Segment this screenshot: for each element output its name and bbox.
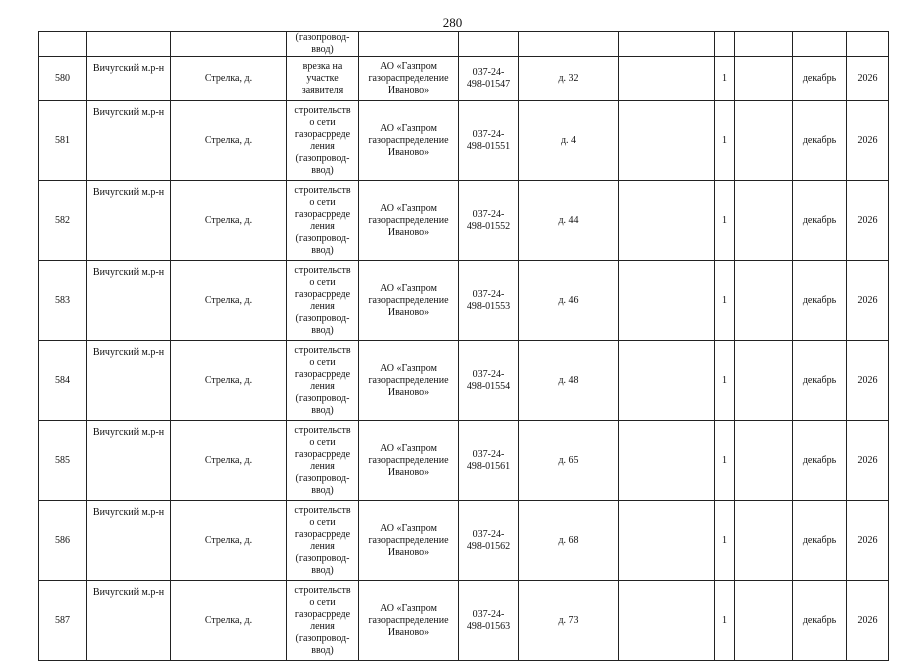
cell-col9: [735, 101, 793, 181]
year: 2026: [857, 214, 878, 226]
code-line: 037-24-: [472, 448, 505, 460]
cell-col9: [735, 181, 793, 261]
work-type-line: ления: [310, 300, 335, 312]
cell-qty: [715, 181, 735, 261]
cell-code: [459, 581, 519, 661]
organization-line: АО «Газпром: [380, 442, 437, 454]
code-line: 037-24-: [472, 208, 505, 220]
cell-work-type: [287, 261, 359, 341]
cell-address: [519, 581, 619, 661]
year: 2026: [857, 534, 878, 546]
row-number: 583: [55, 294, 70, 306]
code-line: 498-01552: [466, 220, 511, 232]
code-line: 037-24-: [472, 66, 505, 78]
work-type-line: (газопровод-: [295, 392, 350, 404]
month: декабрь: [802, 294, 837, 306]
cell-work-type: [287, 581, 359, 661]
quantity: 1: [722, 374, 727, 386]
cell-year: [847, 261, 889, 341]
month: декабрь: [802, 72, 837, 84]
cell-month: [793, 261, 847, 341]
work-type-line: о сети: [309, 596, 336, 608]
work-type-line: строительств: [294, 264, 351, 276]
district-name: Вичугский м.р-н: [92, 107, 165, 118]
address: д. 32: [558, 72, 579, 84]
cell-col9: [735, 421, 793, 501]
table-row: [39, 581, 889, 661]
work-type-line: участке: [306, 72, 339, 84]
cell-col9: [735, 57, 793, 101]
work-type-line: ления: [310, 460, 335, 472]
quantity: 1: [722, 134, 727, 146]
organization-line: АО «Газпром: [380, 522, 437, 534]
address: д. 4: [560, 134, 577, 146]
cell-code: [459, 32, 519, 57]
work-type-line: газорасpреде: [294, 208, 351, 220]
row-number: 581: [55, 134, 70, 146]
cell-address: [519, 341, 619, 421]
cell-settlement: [171, 32, 287, 57]
work-type-line: (газопровод-: [295, 232, 350, 244]
cell-month: [793, 501, 847, 581]
cell-district: [87, 421, 171, 501]
row-number: 580: [55, 72, 70, 84]
code-line: 498-01553: [466, 300, 511, 312]
organization-line: газораспределение: [368, 374, 449, 386]
cell-address: [519, 421, 619, 501]
table-row: [39, 57, 889, 101]
code-line: 498-01554: [466, 380, 511, 392]
cell-col9: [735, 501, 793, 581]
cell-col7: [619, 421, 715, 501]
work-type-line: о сети: [309, 356, 336, 368]
cell-year: [847, 501, 889, 581]
table-row: [39, 261, 889, 341]
settlement-name: Стрелка, д.: [204, 374, 253, 386]
cell-address: [519, 501, 619, 581]
cell-col7: [619, 32, 715, 57]
code-line: 037-24-: [472, 528, 505, 540]
cell-month: [793, 581, 847, 661]
quantity: 1: [722, 294, 727, 306]
work-type-line: строительств: [294, 504, 351, 516]
cell-month: [793, 101, 847, 181]
cell-num: [39, 261, 87, 341]
table-row: [39, 341, 889, 421]
work-type-line: ввод): [311, 244, 334, 256]
organization-line: газораспределение: [368, 294, 449, 306]
district-name: Вичугский м.р-н: [92, 507, 165, 518]
year: 2026: [857, 72, 878, 84]
organization-line: АО «Газпром: [380, 602, 437, 614]
district-name: Вичугский м.р-н: [92, 587, 165, 598]
cell-month: [793, 421, 847, 501]
cell-address: [519, 101, 619, 181]
cell-address: [519, 32, 619, 57]
month: декабрь: [802, 614, 837, 626]
cell-num: [39, 581, 87, 661]
cell-qty: [715, 261, 735, 341]
cell-address: [519, 261, 619, 341]
address: д. 46: [558, 294, 579, 306]
work-type-line: строительств: [294, 344, 351, 356]
cell-year: [847, 57, 889, 101]
row-number: 586: [55, 534, 70, 546]
work-type-line: газорасpреде: [294, 128, 351, 140]
organization-line: АО «Газпром: [380, 202, 437, 214]
cell-qty: [715, 421, 735, 501]
cell-col9: [735, 581, 793, 661]
year: 2026: [857, 134, 878, 146]
settlement-name: Стрелка, д.: [204, 294, 253, 306]
cell-qty: [715, 32, 735, 57]
cell-month: [793, 57, 847, 101]
cell-settlement: [171, 101, 287, 181]
work-type-line: (газопровод-: [295, 312, 350, 324]
organization-line: газораспределение: [368, 614, 449, 626]
cell-work-type: [287, 341, 359, 421]
cell-year: [847, 421, 889, 501]
cell-year: [847, 32, 889, 57]
address: д. 73: [558, 614, 579, 626]
cell-work-type: [287, 32, 359, 57]
cell-qty: [715, 501, 735, 581]
address: д. 65: [558, 454, 579, 466]
gasification-registry-table: [38, 31, 889, 661]
page-number: 280: [442, 15, 463, 30]
work-type-line: заявителя: [301, 84, 344, 96]
work-type-line: ления: [310, 380, 335, 392]
work-type-line: ввод): [311, 404, 334, 416]
cell-district: [87, 501, 171, 581]
work-type-line: ввод): [311, 484, 334, 496]
cell-settlement: [171, 581, 287, 661]
organization-line: Иваново»: [387, 306, 430, 318]
work-type-line: ввод): [311, 324, 334, 336]
year: 2026: [857, 294, 878, 306]
settlement-name: Стрелка, д.: [204, 134, 253, 146]
organization-line: АО «Газпром: [380, 282, 437, 294]
settlement-name: Стрелка, д.: [204, 454, 253, 466]
cell-organization: [359, 261, 459, 341]
cell-num: [39, 57, 87, 101]
cell-district: [87, 181, 171, 261]
code-line: 498-01551: [466, 140, 511, 152]
table-row: [39, 421, 889, 501]
work-type-line: врезка на: [302, 60, 343, 72]
code-line: 498-01561: [466, 460, 511, 472]
cell-settlement: [171, 501, 287, 581]
cell-qty: [715, 341, 735, 421]
work-type-line: ления: [310, 540, 335, 552]
cell-settlement: [171, 57, 287, 101]
district-name: Вичугский м.р-н: [92, 267, 165, 278]
code-line: 037-24-: [472, 608, 505, 620]
continuation-row: [39, 32, 889, 57]
district-name: Вичугский м.р-н: [92, 347, 165, 358]
cell-organization: [359, 101, 459, 181]
cell-month: [793, 181, 847, 261]
cell-num: [39, 341, 87, 421]
cell-work-type: [287, 101, 359, 181]
district-name: Вичугский м.р-н: [92, 427, 165, 438]
cell-qty: [715, 581, 735, 661]
row-number: 584: [55, 374, 70, 386]
cell-col7: [619, 341, 715, 421]
quantity: 1: [722, 534, 727, 546]
month: декабрь: [802, 374, 837, 386]
organization-line: Иваново»: [387, 386, 430, 398]
cell-col9: [735, 341, 793, 421]
cell-col9: [735, 32, 793, 57]
month: декабрь: [802, 214, 837, 226]
organization-line: Иваново»: [387, 466, 430, 478]
work-type-line: о сети: [309, 436, 336, 448]
code-line: 498-01563: [466, 620, 511, 632]
year: 2026: [857, 614, 878, 626]
work-type-line: (газопровод-: [295, 472, 350, 484]
work-type-line: газорасpреде: [294, 608, 351, 620]
cell-col7: [619, 57, 715, 101]
code-line: 037-24-: [472, 368, 505, 380]
year: 2026: [857, 454, 878, 466]
cell-organization: [359, 501, 459, 581]
cell-organization: [359, 32, 459, 57]
work-type-line: (газопровод-: [295, 152, 350, 164]
cell-qty: [715, 101, 735, 181]
cell-district: [87, 581, 171, 661]
work-type-line: строительств: [294, 104, 351, 116]
organization-line: Иваново»: [387, 626, 430, 638]
organization-line: АО «Газпром: [380, 60, 437, 72]
organization-line: АО «Газпром: [380, 122, 437, 134]
year: 2026: [857, 374, 878, 386]
cell-district: [87, 261, 171, 341]
cell-code: [459, 181, 519, 261]
code-line: 037-24-: [472, 128, 505, 140]
cell-year: [847, 181, 889, 261]
cell-organization: [359, 581, 459, 661]
work-type-line: о сети: [309, 116, 336, 128]
month: декабрь: [802, 134, 837, 146]
work-type-line: (газопровод-: [295, 32, 350, 43]
cell-work-type: [287, 421, 359, 501]
cell-district: [87, 341, 171, 421]
month: декабрь: [802, 454, 837, 466]
address: д. 68: [558, 534, 579, 546]
work-type-line: (газопровод-: [295, 632, 350, 644]
work-type-line: ления: [310, 220, 335, 232]
settlement-name: Стрелка, д.: [204, 214, 253, 226]
district-name: Вичугский м.р-н: [92, 187, 165, 198]
work-type-line: газорасpреде: [294, 368, 351, 380]
cell-col7: [619, 261, 715, 341]
cell-num: [39, 421, 87, 501]
organization-line: АО «Газпром: [380, 362, 437, 374]
work-type-line: строительств: [294, 424, 351, 436]
row-number: 587: [55, 614, 70, 626]
cell-settlement: [171, 181, 287, 261]
work-type-line: газорасpреде: [294, 448, 351, 460]
cell-organization: [359, 57, 459, 101]
table-row: [39, 501, 889, 581]
cell-work-type: [287, 181, 359, 261]
work-type-line: строительств: [294, 584, 351, 596]
code-line: 037-24-: [472, 288, 505, 300]
row-number: 582: [55, 214, 70, 226]
organization-line: газораспределение: [368, 214, 449, 226]
organization-line: Иваново»: [387, 546, 430, 558]
cell-code: [459, 421, 519, 501]
organization-line: газораспределение: [368, 72, 449, 84]
quantity: 1: [722, 72, 727, 84]
cell-district: [87, 101, 171, 181]
settlement-name: Стрелка, д.: [204, 614, 253, 626]
cell-code: [459, 57, 519, 101]
cell-work-type: [287, 57, 359, 101]
cell-settlement: [171, 261, 287, 341]
work-type-line: ления: [310, 620, 335, 632]
cell-year: [847, 341, 889, 421]
cell-district: [87, 57, 171, 101]
work-type-line: о сети: [309, 196, 336, 208]
organization-line: Иваново»: [387, 226, 430, 238]
work-type-line: (газопровод-: [295, 552, 350, 564]
address: д. 44: [558, 214, 579, 226]
table-body: [39, 32, 889, 661]
cell-settlement: [171, 341, 287, 421]
work-type-line: ления: [310, 140, 335, 152]
cell-qty: [715, 57, 735, 101]
quantity: 1: [722, 454, 727, 466]
cell-organization: [359, 181, 459, 261]
month: декабрь: [802, 534, 837, 546]
cell-work-type: [287, 501, 359, 581]
work-type-line: о сети: [309, 516, 336, 528]
cell-code: [459, 341, 519, 421]
cell-code: [459, 501, 519, 581]
district-name: Вичугский м.р-н: [92, 63, 165, 74]
cell-num: [39, 501, 87, 581]
work-type-line: строительств: [294, 184, 351, 196]
cell-code: [459, 261, 519, 341]
settlement-name: Стрелка, д.: [204, 534, 253, 546]
cell-col7: [619, 581, 715, 661]
cell-organization: [359, 421, 459, 501]
cell-year: [847, 581, 889, 661]
cell-settlement: [171, 421, 287, 501]
table-row: [39, 181, 889, 261]
organization-line: Иваново»: [387, 146, 430, 158]
cell-num: [39, 101, 87, 181]
cell-month: [793, 341, 847, 421]
cell-year: [847, 101, 889, 181]
organization-line: Иваново»: [387, 84, 430, 96]
cell-col7: [619, 101, 715, 181]
organization-line: газораспределение: [368, 134, 449, 146]
work-type-line: ввод): [311, 44, 334, 55]
cell-month: [793, 32, 847, 57]
work-type-line: газорасpреде: [294, 288, 351, 300]
organization-line: газораспределение: [368, 534, 449, 546]
address: д. 48: [558, 374, 579, 386]
cell-district: [87, 32, 171, 57]
cell-address: [519, 181, 619, 261]
work-type-line: ввод): [311, 564, 334, 576]
code-line: 498-01562: [466, 540, 511, 552]
cell-col7: [619, 181, 715, 261]
work-type-line: о сети: [309, 276, 336, 288]
settlement-name: Стрелка, д.: [204, 72, 253, 84]
cell-code: [459, 101, 519, 181]
work-type-line: ввод): [311, 164, 334, 176]
code-line: 498-01547: [466, 78, 511, 90]
quantity: 1: [722, 614, 727, 626]
organization-line: газораспределение: [368, 454, 449, 466]
work-type-line: ввод): [311, 644, 334, 656]
quantity: 1: [722, 214, 727, 226]
cell-num: [39, 181, 87, 261]
cell-num: [39, 32, 87, 57]
table-row: [39, 101, 889, 181]
cell-col9: [735, 261, 793, 341]
work-type-line: газорасpреде: [294, 528, 351, 540]
row-number: 585: [55, 454, 70, 466]
cell-organization: [359, 341, 459, 421]
cell-address: [519, 57, 619, 101]
cell-col7: [619, 501, 715, 581]
